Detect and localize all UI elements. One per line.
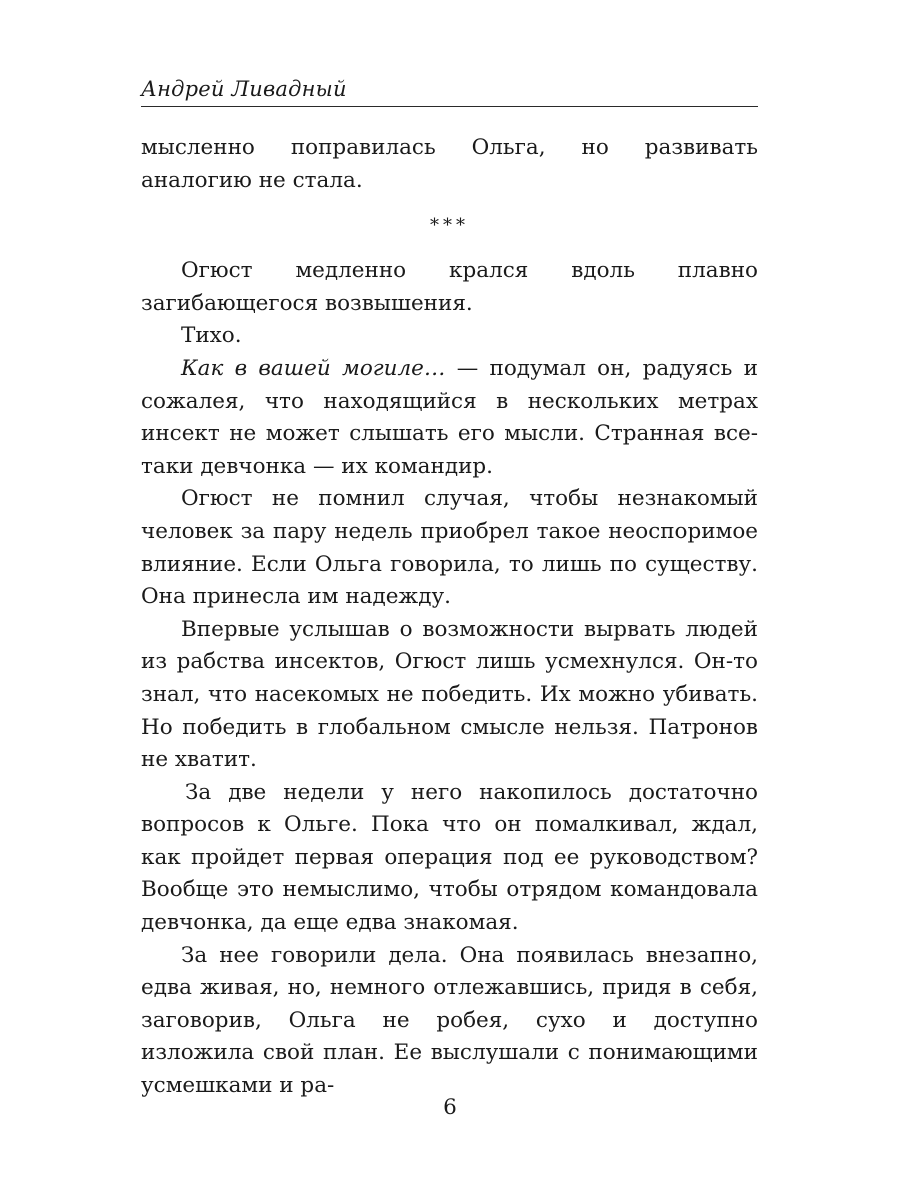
- paragraph: Впервые услышав о возможности вырвать людей из рабства инсектов, Огюст лишь усмехнулся. Он-то знал, что насекомых не победить. Их можно убивать. Но победить в глобальном смысле нельзя. Патронов не хватит.: [141, 616, 758, 773]
- italic-thought: Как в вашей могиле…: [181, 355, 446, 381]
- paragraph-text: — подумал он, радуясь и сожалея, что находящийся в нескольких метрах инсект не может слышать его мысли. Странная все-таки девчонка — их командир.: [141, 355, 758, 479]
- paragraph-continuation: мысленно поправилась Ольга, но развивать аналогию не стала.: [141, 135, 758, 193]
- paragraph: Тихо.: [181, 323, 242, 349]
- header-author: Андрей Ливадный: [141, 77, 347, 101]
- paragraph: За две недели у него накопилось достаточно вопросов к Ольге. Пока что он помалкивал, ждал, как пройдет первая операция под ее руководством? Вообще это немыслимо, чтобы отрядом командовала девчонка, да еще едва знакомая.: [141, 779, 758, 936]
- page-text: [141, 132, 758, 1103]
- paragraph: Огюст не помнил случая, чтобы незнакомый человек за пару недель приобрел такое неоспоримое влияние. Если Ольга говорила, то лишь по существу. Она принесла им надежду.: [141, 486, 758, 610]
- section-separator: ***: [430, 215, 469, 237]
- running-header: [141, 76, 758, 107]
- paragraph: Огюст медленно крался вдоль плавно загибающегося возвышения.: [141, 258, 758, 316]
- page-number: 6: [443, 1095, 457, 1120]
- paragraph: За нее говорили дела. Она появилась внезапно, едва живая, но, немного отлежавшись, придя в себя, заговорив, Ольга не робея, сухо и доступно изложила свой план. Ее выслушали с понимающими усмешками и ра-: [141, 942, 758, 1099]
- paragraph: [141, 353, 758, 483]
